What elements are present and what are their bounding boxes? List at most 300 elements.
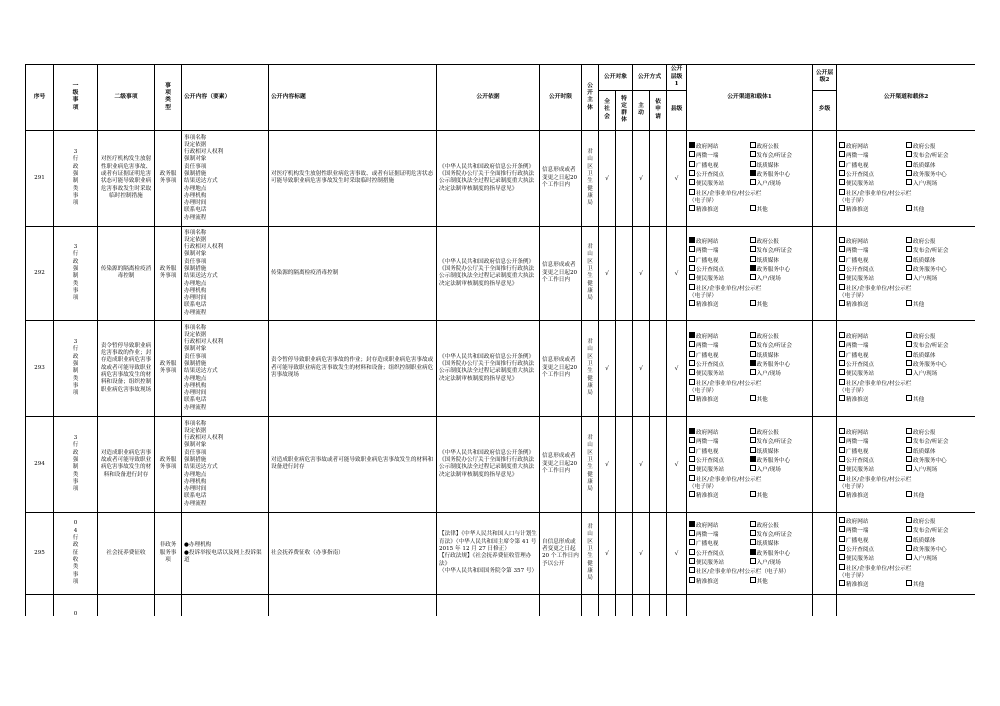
unchecked-box-icon <box>750 395 756 401</box>
unchecked-box-icon <box>839 491 845 497</box>
channel-community: 社区/企事业单位/村公示栏 <box>839 286 911 292</box>
channel-service_center: 政务服务中心 <box>906 265 973 274</box>
unchecked-box-icon <box>689 256 695 262</box>
row-mark-apply <box>650 416 667 512</box>
channel-pair <box>839 205 973 214</box>
row-seq: 295 <box>26 512 54 594</box>
unchecked-box-icon <box>906 332 912 338</box>
header-content: 公开内容（要素） <box>182 65 269 131</box>
disclosure-table-sheet <box>25 64 975 616</box>
row-channels1 <box>687 226 813 320</box>
channel-other: 其他 <box>750 300 811 309</box>
channel-query: 公开查阅点 <box>689 170 750 179</box>
row-subject: 君山区卫生健康局 <box>582 130 599 226</box>
channel-query: 公开查阅点 <box>689 549 750 558</box>
channel-press: 发布会/听证会 <box>906 526 973 535</box>
channel-gov_bulletin: 政府公报 <box>750 332 811 341</box>
channel-precise: 精准推送 <box>689 395 750 404</box>
unchecked-box-icon <box>689 369 695 375</box>
unchecked-box-icon <box>839 265 845 271</box>
channel-household: 入户/现场 <box>906 179 973 188</box>
unchecked-box-icon <box>689 274 695 280</box>
channel-broadcast: 广播电视 <box>689 351 750 360</box>
row-subject: 君山区卫生健康局 <box>582 512 599 594</box>
table-row <box>26 594 976 616</box>
channel-pair <box>689 341 810 350</box>
channel-broadcast: 广播电视 <box>689 447 750 456</box>
unchecked-box-icon <box>839 545 845 551</box>
channel-pair <box>839 447 973 456</box>
row-mark-all: √ <box>599 130 616 226</box>
row-time: 信息形成或者变更之日起20个工作日内 <box>540 320 582 416</box>
unchecked-box-icon <box>906 428 912 434</box>
unchecked-box-icon <box>906 151 912 157</box>
channel-pair <box>689 265 810 274</box>
channel-pair <box>689 300 810 309</box>
channel-household: 入户/现场 <box>906 465 973 474</box>
channel-household: 入户/现场 <box>750 274 811 283</box>
table-row <box>26 320 976 416</box>
header-target-all: 全社会 <box>599 90 616 130</box>
row-cat2: 对造成职业病危害事故或者可能导致职业病危害事故发生的材料和设备进行封存 <box>98 416 155 512</box>
channel-press: 发布会/听证会 <box>750 341 811 350</box>
channel-press: 发布会/听证会 <box>906 437 973 446</box>
channel-household: 入户/现场 <box>906 554 973 563</box>
channel-precise: 精准推送 <box>839 580 906 589</box>
channel-two_one: 两微一端 <box>689 246 750 255</box>
channel-pair <box>689 549 810 558</box>
unchecked-box-icon <box>750 142 756 148</box>
unchecked-box-icon <box>689 265 695 271</box>
row-seq <box>26 594 54 616</box>
row-time: 信息形成或者变更之日起20个工作日内 <box>540 416 582 512</box>
channel-two_one: 两微一端 <box>689 530 750 539</box>
unchecked-box-icon <box>689 558 695 564</box>
channel-broadcast: 广播电视 <box>839 161 906 170</box>
row-type: 政务服务事项 <box>155 226 182 320</box>
header-basis: 公开依据 <box>437 65 540 131</box>
unchecked-box-icon <box>906 395 912 401</box>
channel-pair <box>839 256 973 265</box>
header-seq: 序号 <box>26 65 54 131</box>
channel-pair <box>839 237 973 246</box>
header-cat2: 二级事项 <box>98 65 155 131</box>
channel-pair <box>839 554 973 563</box>
unchecked-box-icon <box>689 456 695 462</box>
channel-screen: （电子屏） <box>689 197 718 204</box>
row-mark-all: √ <box>599 512 616 594</box>
unchecked-box-icon <box>839 341 845 347</box>
unchecked-box-icon <box>689 300 695 306</box>
channel-precise: 精准推送 <box>839 395 906 404</box>
channel-screen: （电子屏） <box>689 483 718 490</box>
unchecked-box-icon <box>906 369 912 375</box>
channel-community: 社区/企事业单位/村公示栏（电子屏） <box>689 569 789 575</box>
row-content-std: 社会抚养费征收（办事指南） <box>269 512 437 594</box>
channel-service_center: 政务服务中心 <box>750 265 811 274</box>
checked-box-icon <box>750 265 756 271</box>
row-content-std: 传染源的隔离检疫消毒控制 <box>269 226 437 320</box>
unchecked-box-icon <box>906 351 912 357</box>
channel-other: 其他 <box>906 580 973 589</box>
unchecked-box-icon <box>906 246 912 252</box>
row-content: 事项名称 设定依据 行政相对人权利 强制对象 责任事项 强制措施 结果送达方式 办理地点 办理机构 办理时间 联系电话 办理流程 <box>182 320 269 416</box>
unchecked-box-icon <box>839 332 845 338</box>
channel-household: 入户/现场 <box>750 558 811 567</box>
channel-convenience: 便民服务站 <box>689 465 750 474</box>
row-content-std: 对医疗机构发生放射性职业病危害事故、或者有证据证明危害状态可能导致职业病危害事故发生时采取临时控制措施 <box>269 130 437 226</box>
row-type: 政务服务事项 <box>155 130 182 226</box>
channel-precise: 精准推送 <box>839 205 906 214</box>
channel-gov_bulletin: 政府公报 <box>906 428 973 437</box>
row-mark-county: √ <box>667 226 687 320</box>
channel-pair <box>839 332 973 341</box>
channel-screen: （电子屏） <box>839 572 868 579</box>
table-row <box>26 226 976 320</box>
channel-list <box>839 428 973 500</box>
channel-two_one: 两微一端 <box>839 246 906 255</box>
row-channels2 <box>837 320 975 416</box>
row-subject: 君山区卫生健康局 <box>582 416 599 512</box>
channel-screen: （电子屏） <box>689 292 718 299</box>
channel-convenience: 便民服务站 <box>689 179 750 188</box>
channel-gov_bulletin: 政府公报 <box>750 142 811 151</box>
channel-gov_site: 政府网站 <box>839 428 906 437</box>
channel-list <box>689 332 810 404</box>
header-channel2: 公开渠道和载体2 <box>837 65 975 131</box>
channel-pair <box>839 300 973 309</box>
channel-query: 公开查阅点 <box>689 456 750 465</box>
channel-pair <box>839 246 973 255</box>
channel-pair <box>689 539 810 548</box>
channel-pair <box>839 517 973 526</box>
unchecked-box-icon <box>839 360 845 366</box>
row-mark-town <box>813 226 837 320</box>
channel-paper: 纸质媒体 <box>906 256 973 265</box>
channel-paper: 纸质媒体 <box>750 539 811 548</box>
channel-list <box>689 237 810 309</box>
channel-paper: 纸质媒体 <box>906 447 973 456</box>
channel-two_one: 两微一端 <box>839 341 906 350</box>
row-cat1: 3行政强制类事项 <box>54 130 98 226</box>
header-subject: 公开主体 <box>582 65 599 131</box>
channel-pair <box>839 369 973 378</box>
channel-convenience: 便民服务站 <box>689 558 750 567</box>
row-subject <box>582 594 599 616</box>
unchecked-box-icon <box>906 517 912 523</box>
row-mark-apply <box>650 512 667 594</box>
row-cat1: 3行政强制类事项 <box>54 416 98 512</box>
row-type: 政务服务事项 <box>155 320 182 416</box>
unchecked-box-icon <box>839 517 845 523</box>
channel-list <box>839 237 973 309</box>
channel-press: 发布会/听证会 <box>906 151 973 160</box>
channel-convenience: 便民服务站 <box>689 369 750 378</box>
channel-pair <box>689 521 810 530</box>
channel-pair <box>689 447 810 456</box>
channel-pair <box>839 580 973 589</box>
channel-other: 其他 <box>750 395 811 404</box>
channel-two_one: 两微一端 <box>839 526 906 535</box>
channel-broadcast: 广播电视 <box>839 536 906 545</box>
row-cat1: 04行政征收类事项 <box>54 512 98 594</box>
row-cat1: 3行政强制类事项 <box>54 320 98 416</box>
channel-paper: 纸质媒体 <box>906 161 973 170</box>
row-channels1 <box>687 512 813 594</box>
unchecked-box-icon <box>689 246 695 252</box>
channel-gov_bulletin: 政府公报 <box>906 237 973 246</box>
channel-pair <box>839 161 973 170</box>
row-cat2: 社会抚养费征收 <box>98 512 155 594</box>
channel-broadcast: 广播电视 <box>689 161 750 170</box>
unchecked-box-icon <box>906 256 912 262</box>
unchecked-box-icon <box>689 351 695 357</box>
unchecked-box-icon <box>839 475 845 481</box>
unchecked-box-icon <box>839 447 845 453</box>
row-mark-active <box>633 594 650 616</box>
channel-gov_bulletin: 政府公报 <box>906 332 973 341</box>
row-mark-active: √ <box>633 130 650 226</box>
channel-household: 入户/现场 <box>750 369 811 378</box>
channel-gov_bulletin: 政府公报 <box>750 428 811 437</box>
row-mark-group <box>616 320 633 416</box>
unchecked-box-icon <box>906 526 912 532</box>
row-content: 事项名称 设定依据 行政相对人权利 强制对象 责任事项 强制措施 结果送达方式 办理地点 办理机构 办理时间 联系电话 办理流程 <box>182 416 269 512</box>
unchecked-box-icon <box>689 530 695 536</box>
unchecked-box-icon <box>689 567 695 573</box>
channel-pair <box>689 205 810 214</box>
header-target: 公开对象 <box>599 65 633 91</box>
row-basis: 《中华人民共和国政府信息公开条例》 《国务院办公厅关于全面推行行政执法公示制度执法全过程记录制度重大执法决定法制审核制度的指导意见》 <box>437 226 540 320</box>
unchecked-box-icon <box>689 577 695 583</box>
unchecked-box-icon <box>839 395 845 401</box>
unchecked-box-icon <box>750 179 756 185</box>
row-content-std <box>269 594 437 616</box>
channel-service_center: 政务服务中心 <box>906 545 973 554</box>
unchecked-box-icon <box>839 179 845 185</box>
channel-list <box>839 332 973 404</box>
table-row <box>26 416 976 512</box>
row-mark-apply <box>650 226 667 320</box>
row-channels1 <box>687 594 813 616</box>
unchecked-box-icon <box>906 554 912 560</box>
channel-gov_site: 政府网站 <box>689 237 750 246</box>
row-content: 事项名称 设定依据 行政相对人权利 强制对象 责任事项 强制措施 结果送达方式 办理地点 办理机构 办理时间 联系电话 办理流程 <box>182 130 269 226</box>
channel-service_center: 政务服务中心 <box>750 360 811 369</box>
row-mark-all: √ <box>599 416 616 512</box>
channel-query: 公开查阅点 <box>689 360 750 369</box>
channel-community: 社区/企事业单位/村公示栏 <box>689 477 761 483</box>
channel-pair <box>689 274 810 283</box>
row-basis: 《中华人民共和国政府信息公开条例》 《国务院办公厅关于全面推行行政执法公示制度执法全过程记录制度重大执法决定法制审核制度的指导意见》 <box>437 130 540 226</box>
channel-query: 公开查阅点 <box>839 265 906 274</box>
row-channels2 <box>837 416 975 512</box>
unchecked-box-icon <box>906 545 912 551</box>
row-mark-town <box>813 416 837 512</box>
row-mark-active: √ <box>633 226 650 320</box>
channel-convenience: 便民服务站 <box>839 179 906 188</box>
channel-paper: 纸质媒体 <box>750 161 811 170</box>
channel-household: 入户/现场 <box>750 179 811 188</box>
channel-pair <box>839 395 973 404</box>
row-basis: 【法律】《中华人民共和国人口与计划生育法》（中华人民共和国主席令第 41 号 2015 年 12 月 27 日修正） 【行政法规】《社会抚养费征收管理办法》 （中华人民共和国国务院令第 357 号） <box>437 512 540 594</box>
unchecked-box-icon <box>839 284 845 290</box>
row-time: 信息形成或者变更之日起20个工作日内 <box>540 130 582 226</box>
channel-list <box>689 521 810 586</box>
checked-box-icon <box>750 170 756 176</box>
unchecked-box-icon <box>689 447 695 453</box>
channel-broadcast: 广播电视 <box>839 256 906 265</box>
channel-paper: 纸质媒体 <box>906 351 973 360</box>
unchecked-box-icon <box>906 456 912 462</box>
channel-community: 社区/企事业单位/村公示栏 <box>689 191 761 197</box>
channel-pair <box>689 465 810 474</box>
unchecked-box-icon <box>839 170 845 176</box>
unchecked-box-icon <box>906 536 912 542</box>
channel-pair <box>839 351 973 360</box>
channel-paper: 纸质媒体 <box>750 256 811 265</box>
unchecked-box-icon <box>750 151 756 157</box>
channel-precise: 精准推送 <box>839 491 906 500</box>
row-type <box>155 594 182 616</box>
channel-gov_site: 政府网站 <box>839 142 906 151</box>
channel-press: 发布会/听证会 <box>750 246 811 255</box>
channel-query: 公开查阅点 <box>839 360 906 369</box>
row-cat1: 0 <box>54 594 98 616</box>
header-level1-county: 县级 <box>667 90 687 130</box>
row-content <box>182 594 269 616</box>
channel-two_one: 两微一端 <box>839 437 906 446</box>
channel-pair <box>839 179 973 188</box>
unchecked-box-icon <box>689 539 695 545</box>
unchecked-box-icon <box>839 189 845 195</box>
channel-convenience: 便民服务站 <box>839 554 906 563</box>
channel-pair <box>689 558 810 567</box>
row-mark-apply <box>650 130 667 226</box>
channel-service_center: 政务服务中心 <box>906 360 973 369</box>
channel-gov_bulletin: 政府公报 <box>906 517 973 526</box>
row-mark-town <box>813 130 837 226</box>
channel-community: 社区/企事业单位/村公示栏 <box>839 381 911 387</box>
header-time: 公开时限 <box>540 65 582 131</box>
row-mark-county: √ <box>667 320 687 416</box>
unchecked-box-icon <box>906 205 912 211</box>
unchecked-box-icon <box>689 341 695 347</box>
unchecked-box-icon <box>689 179 695 185</box>
channel-gov_site: 政府网站 <box>689 521 750 530</box>
unchecked-box-icon <box>839 161 845 167</box>
unchecked-box-icon <box>839 369 845 375</box>
table-row <box>26 512 976 594</box>
row-basis: 《中华人民共和国政府信息公开条例》 《国务院办公厅关于全面推行行政执法公示制度执法全过程记录制度重大执法决定法制审核制度的指导意见》 <box>437 320 540 416</box>
unchecked-box-icon <box>839 456 845 462</box>
unchecked-box-icon <box>750 300 756 306</box>
channel-query: 公开查阅点 <box>839 170 906 179</box>
unchecked-box-icon <box>750 447 756 453</box>
row-cat2: 责令暂停导致职业病危害事故的作业；封存造成职业病危害事故或者可能导致职业病危害事故发生的材料和设备；组织控制职业病危害事故现场 <box>98 320 155 416</box>
channel-list <box>839 142 973 214</box>
channel-press: 发布会/听证会 <box>750 530 811 539</box>
row-cat2: 对医疗机构发生放射性职业病危害事故、或者有证据证明危害状态可能导致职业病危害事故发生时采取临时控制措施 <box>98 130 155 226</box>
channel-service_center: 政务服务中心 <box>750 456 811 465</box>
unchecked-box-icon <box>839 554 845 560</box>
unchecked-box-icon <box>689 189 695 195</box>
row-cat2 <box>98 594 155 616</box>
channel-precise: 精准推送 <box>689 577 750 586</box>
channel-gov_site: 政府网站 <box>689 428 750 437</box>
channel-two_one: 两微一端 <box>839 151 906 160</box>
channel-household: 入户/现场 <box>750 465 811 474</box>
unchecked-box-icon <box>689 465 695 471</box>
channel-screen: （电子屏） <box>839 483 868 490</box>
channel-pair <box>839 360 973 369</box>
channel-press: 发布会/听证会 <box>750 151 811 160</box>
checked-box-icon <box>689 521 695 527</box>
channel-query: 公开查阅点 <box>839 456 906 465</box>
row-mark-town <box>813 320 837 416</box>
channel-convenience: 便民服务站 <box>839 369 906 378</box>
channel-broadcast: 广播电视 <box>689 539 750 548</box>
channel-two_one: 两微一端 <box>689 437 750 446</box>
channel-pair <box>839 536 973 545</box>
unchecked-box-icon <box>839 274 845 280</box>
row-time: 信息形成或者变更之日起20个工作日内 <box>540 226 582 320</box>
channel-query: 公开查阅点 <box>689 265 750 274</box>
row-mark-apply <box>650 594 667 616</box>
unchecked-box-icon <box>906 161 912 167</box>
row-mark-town <box>813 594 837 616</box>
row-subject: 君山区卫生健康局 <box>582 320 599 416</box>
row-time <box>540 594 582 616</box>
row-seq: 294 <box>26 416 54 512</box>
channel-screen: （电子屏） <box>689 387 718 394</box>
unchecked-box-icon <box>750 465 756 471</box>
row-channels1 <box>687 130 813 226</box>
unchecked-box-icon <box>750 332 756 338</box>
row-content: 事项名称 设定依据 行政相对人权利 强制对象 责任事项 强制措施 结果送达方式 办理地点 办理机构 办理时间 联系电话 办理流程 <box>182 226 269 320</box>
unchecked-box-icon <box>750 274 756 280</box>
channel-gov_site: 政府网站 <box>839 332 906 341</box>
row-subject: 君山区卫生健康局 <box>582 226 599 320</box>
channel-household: 入户/现场 <box>906 274 973 283</box>
unchecked-box-icon <box>689 284 695 290</box>
channel-community: 社区/企事业单位/村公示栏 <box>689 286 761 292</box>
unchecked-box-icon <box>839 536 845 542</box>
checked-box-icon <box>689 237 695 243</box>
row-channels2 <box>837 512 975 594</box>
unchecked-box-icon <box>839 151 845 157</box>
channel-gov_bulletin: 政府公报 <box>750 237 811 246</box>
channel-gov_site: 政府网站 <box>689 142 750 151</box>
unchecked-box-icon <box>839 256 845 262</box>
row-mark-all <box>599 594 616 616</box>
row-mark-active: √ <box>633 416 650 512</box>
unchecked-box-icon <box>689 379 695 385</box>
unchecked-box-icon <box>750 491 756 497</box>
unchecked-box-icon <box>750 521 756 527</box>
channel-broadcast: 广播电视 <box>839 351 906 360</box>
channel-community: 社区/企事业单位/村公示栏 <box>839 477 911 483</box>
channel-pair <box>839 456 973 465</box>
channel-pair <box>839 465 973 474</box>
header-level2: 公开层级2 <box>813 65 837 91</box>
unchecked-box-icon <box>750 577 756 583</box>
channel-pair <box>689 237 810 246</box>
unchecked-box-icon <box>906 447 912 453</box>
channel-pair <box>689 530 810 539</box>
channel-pair <box>689 151 810 160</box>
channel-gov_site: 政府网站 <box>689 332 750 341</box>
